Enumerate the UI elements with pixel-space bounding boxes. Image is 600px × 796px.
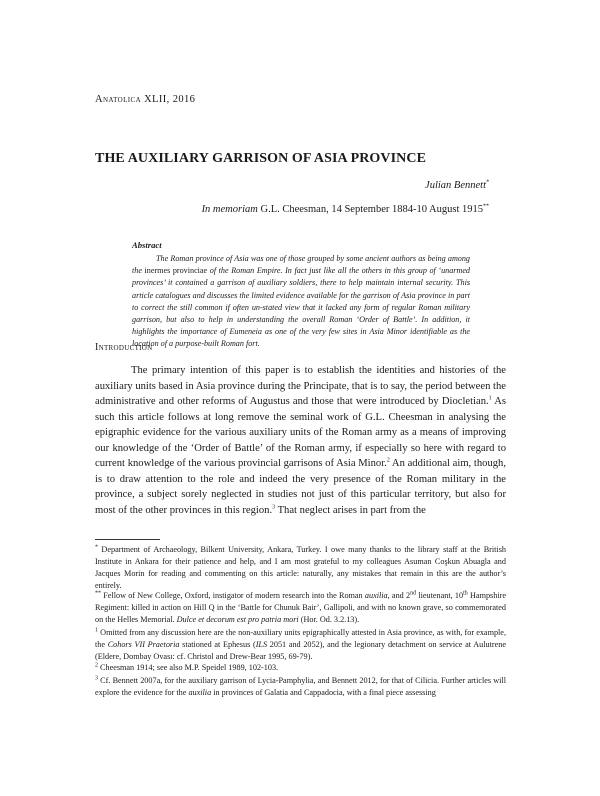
- dedication-text: G.L. Cheesman, 14 September 1884-10 August 1915: [257, 204, 483, 215]
- author-name: [425, 180, 489, 191]
- footnote-text: stationed at Ephesus (: [179, 639, 256, 649]
- footnote-1: [95, 627, 506, 663]
- footnote-text: Fellow of New College, Oxford, instigator of modern research into the Roman: [101, 591, 365, 600]
- footnote-mark: 3: [95, 675, 98, 682]
- footnote-text: 2051 and 2052), and the legionary detachment on service at Aulutrene (Eldere, Dombay Ovası: cf. Christol and Drew-Bear 1995, 69-79).: [95, 639, 506, 661]
- footnote-mark: 2: [95, 662, 98, 669]
- abstract-inermes: inermes provinciae: [144, 266, 208, 276]
- footnote-mark: 1: [95, 627, 98, 634]
- footnote-mark: **: [95, 590, 101, 597]
- abstract-heading: Abstract: [132, 240, 162, 250]
- footnote-memoriam: [95, 590, 506, 626]
- footnote-italic: Dulce et decorum est pro patria mori: [176, 614, 299, 624]
- footnote-italic: auxilia: [188, 687, 212, 697]
- dedication-italic: In memoriam: [201, 204, 258, 215]
- abstract-part1: The Roman province of Asia was one of those grouped by some ancient authors as being among the: [132, 254, 470, 276]
- footnote-italic: auxilia: [364, 591, 388, 600]
- author-footnote-mark[interactable]: *: [486, 179, 489, 186]
- body-text-2: As such this article follows at long remove the seminal work of G.L. Cheesman in analysing the epigraphic evidence for the various auxiliary units of the Roman army as a means of improving our knowledge of the ‘Order of Battle’ of the Roman army, if especially so here with regard to current knowledge of the various provincial garrisons of Asia Minor.: [95, 396, 506, 470]
- footnote-italic: Cohors VII Praetoria: [107, 639, 180, 649]
- body-paragraph: [95, 363, 506, 518]
- abstract-part2: of the Roman Empire. In fact just like all the others in this group of ‘unarmed provinces’ it contained a garrison of auxiliary soldiers, there to help maintain internal security. This article catalogues and discusses the limited evidence available for the garrison of Asia province in part to correct the still common if often un-stated view that it lacked any form of regular Roman military garrison, but also to help in understanding the overall Roman ‘Order of Battle’. In addition, it highlights the importance of Eumeneia as one of the very few sites in Asia Minor identifiable as the location of a purpose-built Roman fort.: [132, 266, 470, 349]
- footnote-italic: ILS: [255, 639, 268, 649]
- dedication: [202, 204, 489, 215]
- section-heading-introduction: Introduction: [95, 342, 153, 353]
- footnote-text: Hampshire Regiment: killed in action on Hill Q in the ‘Battle for Chunuk Bair’, Gallipoli, and with no known grave, so commemorated on the Helles Memorial.: [95, 591, 506, 624]
- footnote-2: [95, 662, 506, 674]
- footnote-text: Omitted from any discussion here are the non-auxiliary units epigraphically attested in Asia province, as with, for example, the: [95, 628, 506, 649]
- body-text-3: An additional aim, though, is to draw attention to the role and indeed the very presence of the Roman military in the province, a subject sorely neglected in studies not just of this particular territory, but also for most of the other provinces in this region.: [95, 458, 506, 516]
- journal-header: Anatolica XLII, 2016: [95, 94, 196, 105]
- footnote-author: [95, 544, 506, 592]
- ordinal-suffix: nd: [410, 590, 417, 597]
- footnote-text: lieutenant, 10: [416, 591, 464, 600]
- body-text-1: The primary intention of this paper is to establish the identities and histories of the auxiliary units based in Asia province during the Principate, that is to say, the period between the administrative and other reforms of Augustus and those that were introduced by Diocletian.: [95, 365, 506, 408]
- body-text-4: That neglect arises in part from the: [275, 504, 426, 516]
- footnote-divider: [95, 539, 160, 540]
- footnote-text: , and 2: [387, 591, 411, 600]
- footnote-text: (Hor. Od. 3.2.13).: [298, 614, 360, 624]
- footnote-text: in provinces of Galatia and Cappadocia, with a final piece assessing: [211, 687, 436, 697]
- footnote-text: Department of Archaeology, Bilkent University, Ankara, Turkey. I owe many thanks to the library staff at the British Institute in Ankara for their patience and help, and I am most grateful to my colleagues Asuman Coşkun Abuagla and Jacques Morin for reading and commenting on this article: naturally, any mistakes that remain in this are the author’s entirely.: [95, 545, 506, 590]
- abstract-text: [132, 253, 470, 351]
- article-title: THE AUXILIARY GARRISON OF ASIA PROVINCE: [95, 151, 427, 166]
- footnote-text: Cheesman 1914; see also M.P. Speidel 1989, 102-103.: [98, 663, 279, 672]
- author-text: Julian Bennett: [425, 180, 486, 191]
- footnote-text: Cf. Bennett 2007a, for the auxiliary garrison of Lycia-Pamphylia, and Bennett 2012, for that of Cilicia. Further articles will explore the evidence for the: [95, 676, 506, 697]
- footnote-3: [95, 675, 506, 699]
- footnote-ref-1[interactable]: 1: [488, 395, 492, 402]
- dedication-footnote-mark[interactable]: **: [483, 203, 489, 210]
- ordinal-suffix: th: [463, 590, 468, 597]
- footnote-mark: *: [95, 544, 98, 551]
- footnote-ref-2[interactable]: 2: [386, 457, 390, 464]
- footnote-ref-3[interactable]: 3: [272, 504, 276, 511]
